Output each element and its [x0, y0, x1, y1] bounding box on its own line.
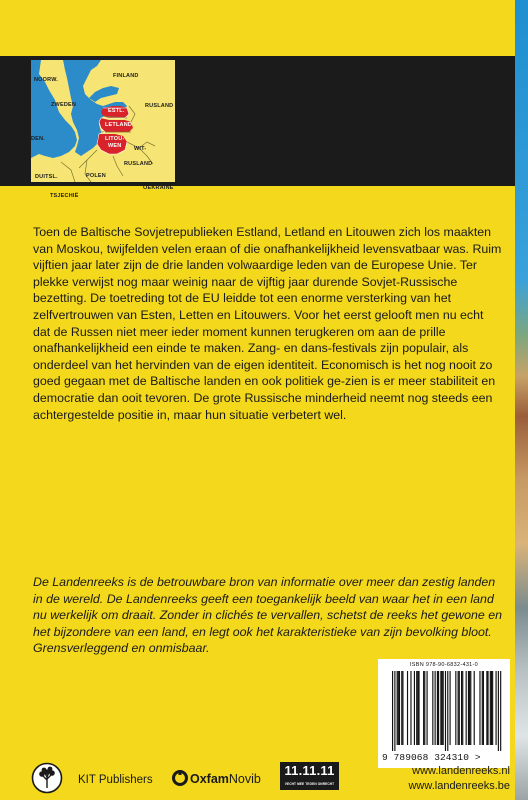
barcode-bar: [486, 671, 487, 745]
novib-text: Novib: [228, 772, 261, 786]
barcode-bar: [458, 671, 459, 745]
oxfam-novib-wordmark: [190, 772, 261, 786]
barcode-bar: [427, 671, 428, 745]
map-label-oekraine-outer: OEKRAÏNE: [143, 185, 174, 191]
elevens-logo: [280, 762, 339, 790]
barcode-bar: [491, 671, 492, 745]
barcode-bar: [392, 671, 393, 751]
map-label-tsjechie: TSJECHIË: [50, 193, 79, 199]
barcode-bar: [432, 671, 433, 745]
barcode-bar: [469, 671, 470, 745]
map-label-denemarken: DEN.: [31, 136, 45, 142]
barcode-bar: [496, 671, 497, 745]
barcode-bar: [450, 671, 451, 745]
baltic-region-map: [31, 60, 175, 182]
barcode-bar: [461, 671, 462, 745]
map-label-estland: ESTL.: [108, 108, 125, 114]
barcode-bar: [423, 671, 424, 745]
barcode-bar: [466, 671, 467, 745]
barcode-bar: [401, 671, 402, 745]
oxfam-bold-text: Oxfam: [190, 772, 229, 786]
map-label-zweden: ZWEDEN: [51, 102, 77, 108]
barcode-bar: [437, 671, 438, 745]
elevens-tagline: VECHT MEE TEGEN ONRECHT: [284, 782, 335, 786]
barcode-bar: [443, 671, 444, 745]
barcode-bar: [399, 671, 400, 745]
elevens-logo-text: 11.11.11: [284, 763, 335, 778]
map-label-finland: FINLAND: [113, 73, 139, 79]
barcode-bar: [397, 671, 398, 745]
barcode-bar: [479, 671, 480, 745]
barcode-bar: [398, 671, 399, 745]
barcode-bar: [441, 671, 442, 745]
map-label-polen: POLEN: [86, 173, 106, 179]
barcode-bar: [416, 671, 417, 745]
barcode-bar: [438, 671, 439, 745]
barcode-digits: 9 789068 324310 >: [382, 752, 481, 763]
isbn-label: ISBN 978-90-6832-431-0: [409, 662, 479, 668]
cover-photo-strip: [515, 0, 528, 800]
map-label-litouwen-2: WEN: [108, 143, 122, 149]
publisher-name: KIT Publishers: [78, 774, 153, 786]
back-cover-description: Toen de Baltische Sovjetrepublieken Estland, Letland en Litouwen zich los maakten van Moskou, twijfelden velen eraan of die onafhankelijkheid levensvatbaar was. Ruim vijftien jaar later zijn de drie landen volwaardige leden van de Europese Unie. Ter plekke verwijst nog maar weinig naar de vijftig jaar durende Sovjet-Russische bezetting. De toetreding tot de EU leidde tot een enorme versterking van het zelfvertrouwen van Esten, Letten en Litouwers. Voor het eerst gelooft men nu echt dat de Russen niet meer ieder moment kunnen terugkeren om aan de prille onafhankelijkheid een einde te maken. Zang- en dans-festivals zijn populair, als onderdeel van het hervinden van de eigen identiteit. Economisch is het nog nooit zo goed gegaan met de Baltische landen en ook politiek ge-zien is er meer stabiliteit en democratie dan ooit tevoren. De grote Russische minderheid neemt nog steeds een achtergestelde positie in, maar hun situatie verbetert wel.: [33, 225, 502, 422]
barcode-bar: [447, 671, 448, 751]
website-link-be[interactable]: www.landenreeks.be: [408, 780, 510, 792]
barcode-bar: [462, 671, 463, 745]
map-label-noorwegen: NOORW.: [34, 77, 59, 83]
oxfam-logo-icon: [172, 770, 188, 786]
barcode-bar: [483, 671, 484, 745]
barcode-bar: [410, 671, 411, 745]
website-link-nl[interactable]: www.landenreeks.nl: [412, 765, 510, 777]
kit-tree-logo-icon: [31, 762, 63, 794]
map-label-litouwen-1: LITOU-: [105, 136, 125, 142]
barcode-bar: [414, 671, 415, 745]
barcode-bar: [424, 671, 425, 745]
barcode-graphic: [386, 671, 504, 751]
barcode-bar: [498, 671, 499, 751]
barcode-bar: [459, 671, 460, 745]
map-label-wit-1: WIT-: [134, 146, 147, 152]
barcode-bar: [468, 671, 469, 745]
barcode-bar: [394, 671, 395, 751]
barcode-bar: [402, 671, 403, 745]
barcode-bar: [417, 671, 418, 745]
barcode-bar: [490, 671, 491, 745]
map-label-duitsland: DUITSL.: [35, 174, 58, 180]
barcode-bar: [474, 671, 475, 745]
barcode-bar: [455, 671, 456, 745]
barcode-bar: [445, 671, 446, 751]
barcode-bar: [407, 671, 408, 745]
barcode-bar: [435, 671, 436, 745]
barcode-bar: [440, 671, 441, 745]
barcode-bar: [482, 671, 483, 745]
map-label-rusland: RUSLAND: [145, 103, 174, 109]
map-label-letland: LETLAND: [105, 122, 133, 128]
series-blurb: De Landenreeks is de betrouwbare bron van informatie over meer dan zestig landen in de wereld. De Landenreeks geeft een toegankelijk beeld van waar het in een land nu werkelijk om draait. Zonder in clichés te vervallen, schetst de reeks het gewone en het bijzondere van een land, en legt ook het karakteristieke van zijn bevolking bloot. Grensverleggend en onmisbaar.: [33, 575, 503, 656]
barcode-bar: [500, 671, 501, 751]
barcode-bar: [470, 671, 471, 745]
barcode-bar: [487, 671, 488, 745]
map-label-wit-2: RUSLAND: [124, 161, 153, 167]
barcode-bar: [492, 671, 493, 745]
barcode-bar: [418, 671, 419, 745]
